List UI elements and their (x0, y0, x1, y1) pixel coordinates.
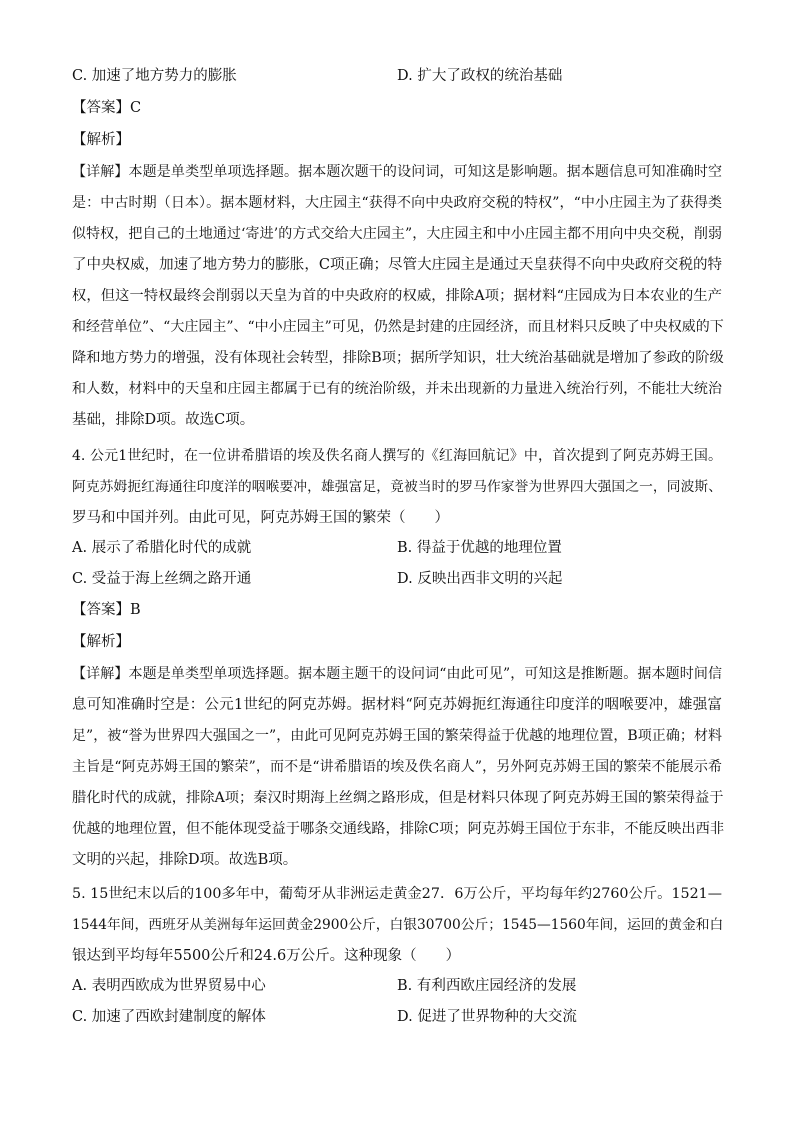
analysis-label: 【解析】 (72, 132, 130, 148)
option-d: D. 促进了世界物种的大交流 (397, 1009, 577, 1025)
explanation-line: 腊化时代的成就，排除A项；秦汉时期海上丝绸之路形成，但是材料只体现了阿克苏姆王国的繁荣得益于 (72, 790, 724, 806)
explanation-line: 文明的兴起，排除D项。故选B项。 (72, 852, 298, 868)
option-d: D. 反映出西非文明的兴起 (397, 571, 563, 587)
explanation-line: 【详解】本题是单类型单项选择题。据本题次题干的设问词，可知这是影响题。据本题信息可知准确时空 (72, 164, 722, 180)
question-stem-line: 5. 15世纪末以后的100多年中，葡萄牙从非洲运走黄金27．6万公斤，平均每年约2760公斤。1521— (72, 886, 722, 902)
explanation-line: 息可知准确时空是：公元1世纪的阿克苏姆。据材料“阿克苏姆扼红海通往印度洋的咽喉要冲，雄强富 (72, 697, 722, 713)
explanation-line: 【详解】本题是单类型单项选择题。据本题主题干的设问词“由此可见”，可知这是推断题。据本题时间信 (72, 666, 722, 682)
explanation-line: 足”，被“誉为世界四大强国之一”，由此可见阿克苏姆王国的繁荣得益于优越的地理位置，B项正确；材料 (72, 728, 722, 744)
explanation-line: 似特权，把自己的土地通过‘寄进’的方式交给大庄园主”，大庄园主和中小庄园主都不用向中央交税，削弱 (72, 226, 722, 242)
question-stem-line: 4. 公元1世纪时，在一位讲希腊语的埃及佚名商人撰写的《红海回航记》中，首次提到了阿克苏姆王国。 (72, 448, 722, 464)
explanation-line: 基础，排除D项。故选C项。 (72, 412, 255, 428)
analysis-label: 【解析】 (72, 634, 130, 650)
option-a: A. 表明西欧成为世界贸易中心 (72, 978, 266, 994)
option-row (0, 66, 794, 86)
answer-label: 【答案】B (72, 602, 141, 618)
option-a: A. 展示了希腊化时代的成就 (72, 540, 252, 556)
option-c: C. 受益于海上丝绸之路开通 (72, 571, 252, 587)
option-row (0, 569, 794, 589)
explanation-line: 权，但这一特权最终会削弱以天皇为首的中央政府的权威，排除A项；据材料“庄园成为日本农业的生产 (72, 288, 722, 304)
option-row (0, 976, 794, 996)
explanation-line: 是：中古时期（日本）。据本题材料，大庄园主“获得不向中央政府交税的特权”，“中小庄园主为了获得类 (72, 195, 722, 211)
option-row (0, 1007, 794, 1027)
option-c: C. 加速了西欧封建制度的解体 (72, 1009, 266, 1025)
option-c: C. 加速了地方势力的膨胀 (72, 68, 237, 84)
option-b: B. 有利西欧庄园经济的发展 (397, 978, 577, 994)
explanation-line: 主旨是“阿克苏姆王国的繁荣”，而不是“讲希腊语的埃及佚名商人”，另外阿克苏姆王国的繁荣不能展示希 (72, 759, 722, 775)
explanation-line: 降和地方势力的增强，没有体现社会转型，排除B项；据所学知识，壮大统治基础就是增加了参政的阶级 (72, 350, 724, 366)
question-stem-line: 银达到平均每年5500公斤和24.6万公斤。这种现象（ ） (72, 948, 461, 964)
option-b: B. 得益于优越的地理位置 (397, 540, 562, 556)
explanation-line: 优越的地理位置，但不能体现受益于哪条交通线路，排除C项；阿克苏姆王国位于东非，不能反映出西非 (72, 821, 725, 837)
answer-label: 【答案】C (72, 100, 142, 116)
option-d: D. 扩大了政权的统治基础 (397, 68, 563, 84)
question-stem-line: 罗马和中国并列。由此可见，阿克苏姆王国的繁荣（ ） (72, 510, 449, 526)
explanation-line: 了中央权威，加速了地方势力的膨胀，C项正确；尽管大庄园主是通过天皇获得不向中央政府交税的特 (72, 257, 722, 273)
option-row (0, 538, 794, 558)
question-stem-line: 1544年间，西班牙从美洲每年运回黄金2900公斤，白银30700公斤；1545—1560年间，运回的黄金和白 (72, 917, 724, 933)
explanation-line: 和经营单位”、“大庄园主”、“中小庄园主”可见，仍然是封建的庄园经济，而且材料只反映了中央权威的下 (72, 319, 724, 335)
question-stem-line: 阿克苏姆扼红海通往印度洋的咽喉要冲，雄强富足，竟被当时的罗马作家誉为世界四大强国之一，同波斯、 (72, 479, 722, 495)
explanation-line: 和人数，材料中的天皇和庄园主都属于已有的统治阶级，并未出现新的力量进入统治行列，不能壮大统治 (72, 381, 722, 397)
